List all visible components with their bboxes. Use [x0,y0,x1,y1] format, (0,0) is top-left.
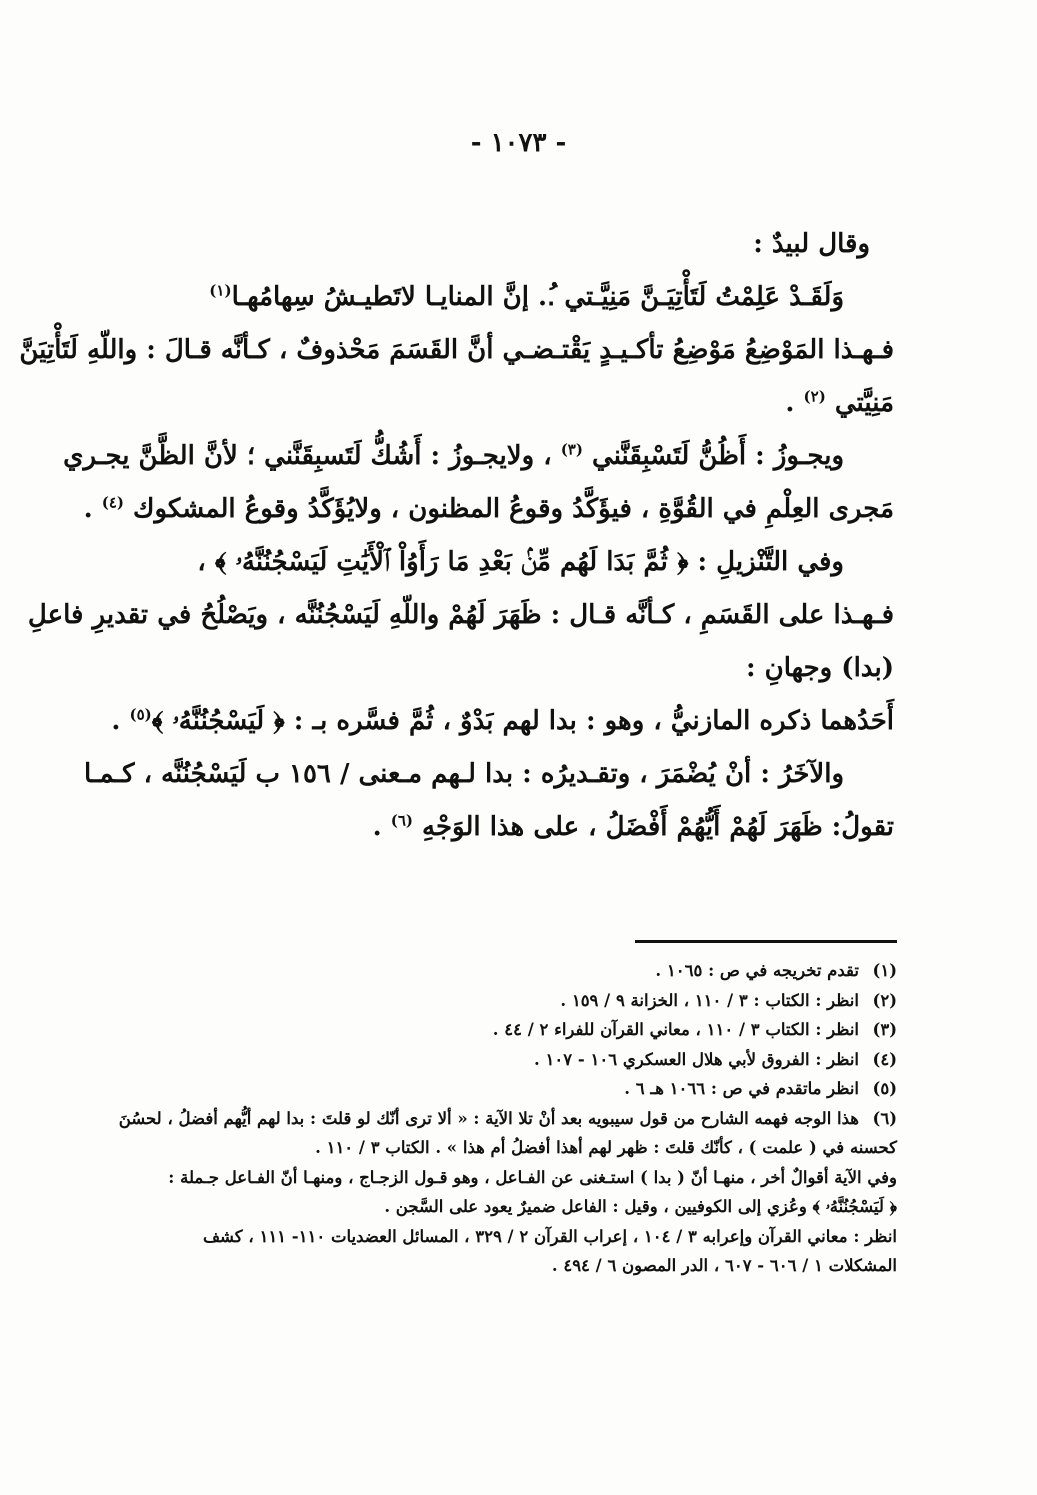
footnote-ref: (١) [209,281,232,300]
footnote-ref: (٣) [560,440,583,459]
footnote [129,1015,897,1045]
line-text-tail: . [372,812,391,842]
footnotes [118,956,897,1281]
line-text: والآخَرُ : أنْ يُضْمَرَ ، وتقـديرُه : بدا لـهم مـعنى / ١٥٦ ب لَيَسْجُنُنَّه ، كـمـا [83,759,844,789]
line-text: فـهـذا على القَسَمِ ، كـأنَّه قـال : ظَهَرَ لَهُمْ واللّهِ لَيَسْجُنُنَّه ، ويَصْلُحُ في تقديرِ فاعلِ [27,600,894,630]
text-line [83,748,894,801]
line-text: تقولُ: ظَهَرَ لَهُمْ أَيُّهُمْ أَفْضَلُ ، على هذا الوَجْهِ [422,812,894,842]
text-line [63,430,894,483]
footnote-continuation: انظر : معاني القرآن وإعرابه ٣ / ١٠٤ ، إعراب القرآن ٢ / ٣٢٩ ، المسائل العضديات ١١٠- ١١١ ، كشف [202,1226,897,1246]
line-text-tail: . [83,494,102,524]
footnote-number: (٢) [872,990,897,1010]
line-text: (بدا) وجهانِ : [745,653,894,683]
footnote-text: انظر : الكتاب ٣ / ١١٠ ، معاني القرآن للفراء ٢ / ٤٤ . [492,1020,859,1039]
text-line [132,642,894,695]
footnote [118,1104,897,1134]
footnote-ref: (٥) [129,705,152,724]
footnote-text: هذا الوجه فهمه الشارح من قول سيبويه بعد أنْ تلا الآية : « ألا ترى أنّك لو قلتَ : بدا لهم أيُّهم أفضلُ ، لحسُنَ [118,1108,859,1128]
line-text: مَجرى العِلْمِ في القُوَّةِ ، فيؤَكَّدُ وقوعُ المظنون ، ولايُؤَكَّدُ وقوعُ المشكوك [133,494,894,524]
line-text: ويجـوزُ : أَظُنُّ لَتَسْبِقَنَّني [592,441,844,471]
line-text: وقال لبيدٌ : [753,229,870,259]
footnote-ref: (٢) [803,387,826,406]
line-text: وفي التَّنْزيلِ : ﴿ ثُمَّ بَدَا لَهُم مِّنۢ بَعْدِ مَا رَأَوُاْ ٱلْأَيَٰتِ لَيَسْجُنُنَّهُۥ ﴾ ، [197,547,844,577]
main-text [19,218,894,854]
quran-quote-line [132,536,894,589]
footnote-continuation: كحسنه في ( علمت ) ، كأنّك قلتَ : ظهر لهم أهذا أفضلُ أم هذا » . الكتاب ٣ / ١١٠ . [315,1138,897,1157]
footnote-number: (٤) [872,1049,897,1069]
footnote-number: (٥) [872,1079,897,1098]
text-line [132,801,894,854]
footnote [129,986,897,1016]
footnote-ref: (٦) [390,811,413,830]
line-text-tail: . [111,706,130,736]
footnote-text: انظر : الفروق لأبي هلال العسكري ١٠٦ - ١٠٧ . [534,1049,859,1069]
footnote [129,1045,897,1075]
footnote [129,1074,897,1104]
text-line [132,218,894,271]
footnote-number: (١) [872,961,897,980]
text-line [19,324,894,377]
text-line [83,483,894,536]
footnote-text: انظر : الكتاب : ٣ / ١١٠ ، الخزانة ٩ / ١٥٩ . [560,990,859,1010]
footnote [129,956,897,986]
line-text: فـهـذا المَوْضِعُ مَوْضِعُ تأكـيـدٍ يَقْتـضـي أنَّ القَسَمَ مَحْذوفٌ ، كـأنَّه قـالَ : واللّهِ لَتَأْتِيَنَّ [19,335,894,365]
footnote-continuation: المشكلات ١ / ٦٠٦ - ٦٠٧ ، الدر المصون ٦ / ٤٩٤ . [551,1256,897,1275]
footnote-ref: (٤) [101,493,124,512]
line-text: وَلَقَـدْ عَلِمْتُ لَتَأْتِيَـنَّ مَنِيَّـتي .ُ. إنَّ المنايـا لاتَطيـشُ سِهامُهـا [231,282,844,312]
text-line [132,377,894,430]
footnote-number: (٦) [872,1108,897,1128]
line-text: مَنِيَّتي [834,388,894,418]
page-number: - ١٠٧٣ - [470,128,567,158]
footnote-text: انظر ماتقدم في ص : ١٠٦٦ هـ ٦ . [624,1079,859,1098]
footnote-continuation: وفي الآية أقوالٌ أخر ، منهـا أنّ ( بدا ) استـغنى عن الفـاعل ، وهو قـول الزجـاج ، ومنهـا أنّ الفـاعل جـملة : [168,1167,897,1187]
footnote-continuation: ﴿ لَيَسْجُنُنَّهُۥ ﴾ وعُزي إلى الكوفيين ، وقيل : الفاعل ضميرٌ يعود على السَّجن . [384,1197,897,1216]
text-line [27,589,894,642]
text-line [111,695,894,748]
poetry-verse [132,271,894,324]
line-text: أَحَدُهما ذكره المازنيُّ ، وهو : بدا لهم بَدْوٌ ، ثُمَّ فسَّره بـ : ﴿ لَيَسْجُنُنَّهُۥ ﴾ [151,706,894,736]
line-text-tail: ، ولايجـوزُ : أَشُكُّ لَتَسبِقَنَّني ؛ لأنَّ الظَّنَّ يجـري [63,441,552,471]
footnote-divider [635,940,897,943]
line-text-tail: . [785,388,804,418]
footnote-number: (٣) [872,1020,897,1039]
footnote-text: تقدم تخريجه في ص : ١٠٦٥ . [655,961,859,980]
